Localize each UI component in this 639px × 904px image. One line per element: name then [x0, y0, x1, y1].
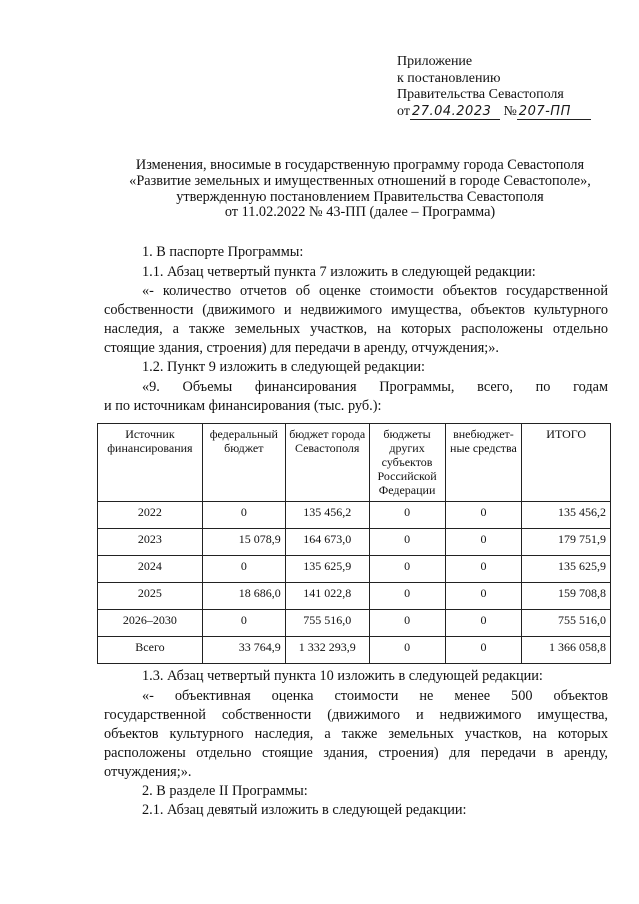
cell-other: 0 [369, 529, 445, 556]
table-row [98, 556, 611, 583]
col-header-city: бюджет города Севастополя [285, 424, 369, 502]
col-header-source: Источник финансирования [98, 424, 203, 502]
cell-total: 159 708,8 [522, 583, 611, 610]
title-line-1: Изменения, вносимые в государственную программу города Севастополя [135, 157, 585, 173]
table-row [98, 583, 611, 610]
cell-federal: 0 [202, 502, 285, 529]
col-header-total: ИТОГО [522, 424, 611, 502]
cell-total: 179 751,9 [522, 529, 611, 556]
cell-offbudget: 0 [445, 610, 522, 637]
cell-total: 135 625,9 [522, 556, 611, 583]
cell-other: 0 [369, 637, 445, 664]
cell-city: 1 332 293,9 [285, 637, 369, 664]
item-1-3-quote-line-3: объектов культурного наследия, а также земельных участков, на которых [104, 726, 608, 742]
col-header-federal: федеральный бюджет [202, 424, 285, 502]
item-1-2-quote-line-2: и по источникам финансирования (тыс. руб.): [104, 398, 382, 414]
financing-table [97, 423, 611, 664]
cell-total: 1 366 058,8 [522, 637, 611, 664]
date-prefix: от [397, 103, 410, 119]
header-date-line [397, 104, 627, 121]
cell-year: 2022 [98, 502, 203, 529]
approval-header [397, 54, 627, 120]
cell-offbudget: 0 [445, 583, 522, 610]
table-row [98, 529, 611, 556]
item-1-1-quote-line-1: «- количество отчетов об оценке стоимости объектов государственной [142, 283, 608, 299]
item-1-1-quote-line-2: собственности (движимого и недвижимого имущества, объектов культурного [104, 302, 608, 318]
cell-federal: 0 [202, 556, 285, 583]
header-line-1: Приложение [397, 54, 473, 69]
col-header-other-subjects: бюджеты других субъектов Российской Федерации [369, 424, 445, 502]
cell-year: 2023 [98, 529, 203, 556]
title-line-4: от 11.02.2022 № 43-ПП (далее – Программа) [224, 204, 496, 221]
table-row [98, 502, 611, 529]
item-1-1-quote-line-4: стоящие здания, строения) для передачи в аренду, отчуждения;». [104, 340, 499, 356]
cell-offbudget: 0 [445, 502, 522, 529]
title-line-2: «Развитие земельных и имущественных отношений в городе Севастополе», [129, 172, 591, 189]
cell-other: 0 [369, 556, 445, 583]
cell-year: 2025 [98, 583, 203, 610]
cell-city: 135 456,2 [285, 502, 369, 529]
cell-federal: 0 [202, 610, 285, 637]
header-line-2: к постановлению [397, 70, 501, 86]
item-1-3-quote-line-4: расположены отдельно стоящие здания, строения) для передачи в аренду, [104, 745, 608, 761]
item-1-1: 1.1. Абзац четвертый пункта 7 изложить в следующей редакции: [142, 264, 536, 280]
item-1-3-quote-line-5: отчуждения;». [104, 764, 192, 780]
item-1-1-quote-line-3: наследия, а также земельных участков, на которых расположены отдельно [104, 321, 608, 337]
cell-federal: 33 764,9 [202, 637, 285, 664]
title-line-3: утвержденную постановлением Правительства Севастополя [176, 188, 544, 205]
handwritten-date: 27.04.2023 [410, 104, 500, 120]
cell-offbudget: 0 [445, 637, 522, 664]
table-row [98, 610, 611, 637]
item-1-3-quote-line-1: «- объективная оценка стоимости не менее 500 объектов [142, 688, 608, 704]
item-2-1: 2.1. Абзац девятый изложить в следующей редакции: [142, 802, 467, 818]
table-row-total [98, 637, 611, 664]
cell-federal: 18 686,0 [202, 583, 285, 610]
item-1-2-quote-line-1: «9. Объемы финансирования Программы, всего, по годам [142, 379, 608, 395]
document-title [60, 158, 639, 221]
cell-other: 0 [369, 610, 445, 637]
item-1-3-quote-line-2: государственной собственности (движимого и недвижимого имущества, [104, 707, 608, 723]
number-prefix: № [503, 103, 517, 119]
cell-year: Всего [98, 637, 203, 664]
col-header-offbudget: внебюджет-ные средства [445, 424, 522, 502]
cell-year: 2026–2030 [98, 610, 203, 637]
cell-total: 755 516,0 [522, 610, 611, 637]
item-1-3: 1.3. Абзац четвертый пункта 10 изложить в следующей редакции: [142, 668, 543, 684]
section-1-heading: 1. В паспорте Программы: [142, 244, 304, 260]
cell-offbudget: 0 [445, 529, 522, 556]
cell-city: 755 516,0 [285, 610, 369, 637]
cell-total: 135 456,2 [522, 502, 611, 529]
cell-other: 0 [369, 583, 445, 610]
cell-federal: 15 078,9 [202, 529, 285, 556]
handwritten-number: 207-ПП [517, 104, 591, 120]
table-header-row [98, 424, 611, 502]
cell-year: 2024 [98, 556, 203, 583]
cell-city: 135 625,9 [285, 556, 369, 583]
item-1-2: 1.2. Пункт 9 изложить в следующей редакции: [142, 359, 425, 375]
header-line-3: Правительства Севастополя [397, 87, 564, 102]
cell-city: 164 673,0 [285, 529, 369, 556]
cell-city: 141 022,8 [285, 583, 369, 610]
section-2-heading: 2. В разделе II Программы: [142, 783, 308, 799]
cell-offbudget: 0 [445, 556, 522, 583]
cell-other: 0 [369, 502, 445, 529]
